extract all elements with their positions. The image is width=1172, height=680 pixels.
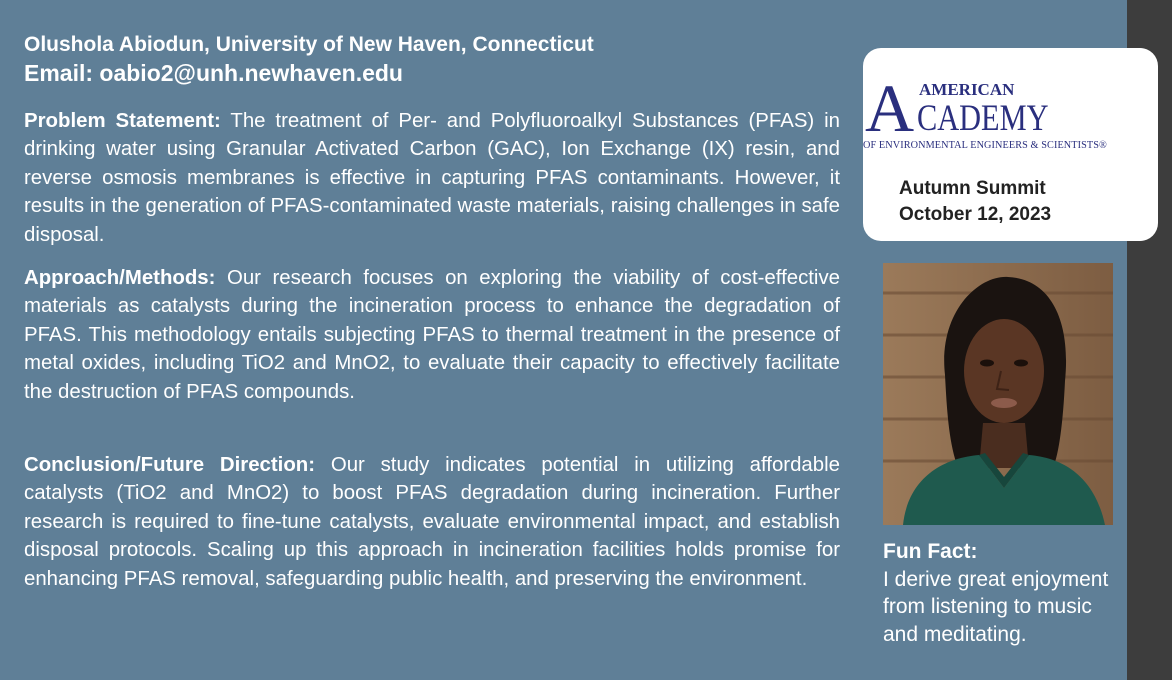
conclusion-label: Conclusion/Future Direction:: [24, 454, 316, 476]
logo-big-a: A: [865, 70, 915, 146]
approach-label: Approach/Methods:: [24, 267, 216, 289]
logo-american: AMERICAN: [919, 80, 1015, 99]
conclusion-future-direction: [24, 451, 840, 593]
fun-fact: [883, 538, 1123, 648]
event-name: Autumn Summit: [899, 178, 1046, 199]
portrait-illustration: [883, 263, 1113, 525]
conclusion-text: Our study indicates potential in utilizing affordable catalysts (TiO2 and MnO2) to boost PFAS degradation during incineration. Further research is required to fine-tune catalysts, evaluate environmental impact, and establish disposal protocols. Scaling up this approach in incineration facilities holds promise for enhancing PFAS removal, safeguarding public health, and preserving the environment.: [24, 454, 840, 590]
problem-statement: [24, 107, 840, 249]
approach-methods: [24, 264, 840, 406]
event-date: October 12, 2023: [899, 204, 1052, 225]
speaker-photo: [883, 263, 1113, 525]
author-email: Email: oabio2@unh.newhaven.edu: [24, 60, 403, 86]
author-affiliation: Olushola Abiodun, University of New Haven, Connecticut: [24, 33, 594, 56]
event-info: [899, 176, 1051, 228]
fun-fact-text: I derive great enjoyment from listening to music and meditating.: [883, 567, 1109, 646]
problem-text: The treatment of Per- and Polyfluoroalkyl Substances (PFAS) in drinking water using Granular Activated Carbon (GAC), Ion Exchange (IX) resin, and reverse osmosis membranes is effective in capturing PFAS contaminants. However, it results in the generation of PFAS-contaminated waste materials, raising challenges in safe disposal.: [24, 110, 840, 246]
logo-academy: CADEMY: [917, 98, 1049, 139]
event-logo-card: [863, 48, 1158, 241]
problem-label: Problem Statement:: [24, 110, 221, 132]
header: [24, 32, 594, 88]
fun-fact-title: Fun Fact:: [883, 540, 978, 563]
logo-subtitle: OF ENVIRONMENTAL ENGINEERS & SCIENTISTS®: [863, 139, 1107, 151]
approach-text: Our research focuses on exploring the viability of cost-effective materials as catalysts during the incineration process to enhance the degradation of PFAS. This methodology entails subjecting PFAS to thermal treatment in the presence of metal oxides, including TiO2 and MnO2, to evaluate their capacity to effectively facilitate the destruction of PFAS compounds.: [24, 267, 840, 403]
